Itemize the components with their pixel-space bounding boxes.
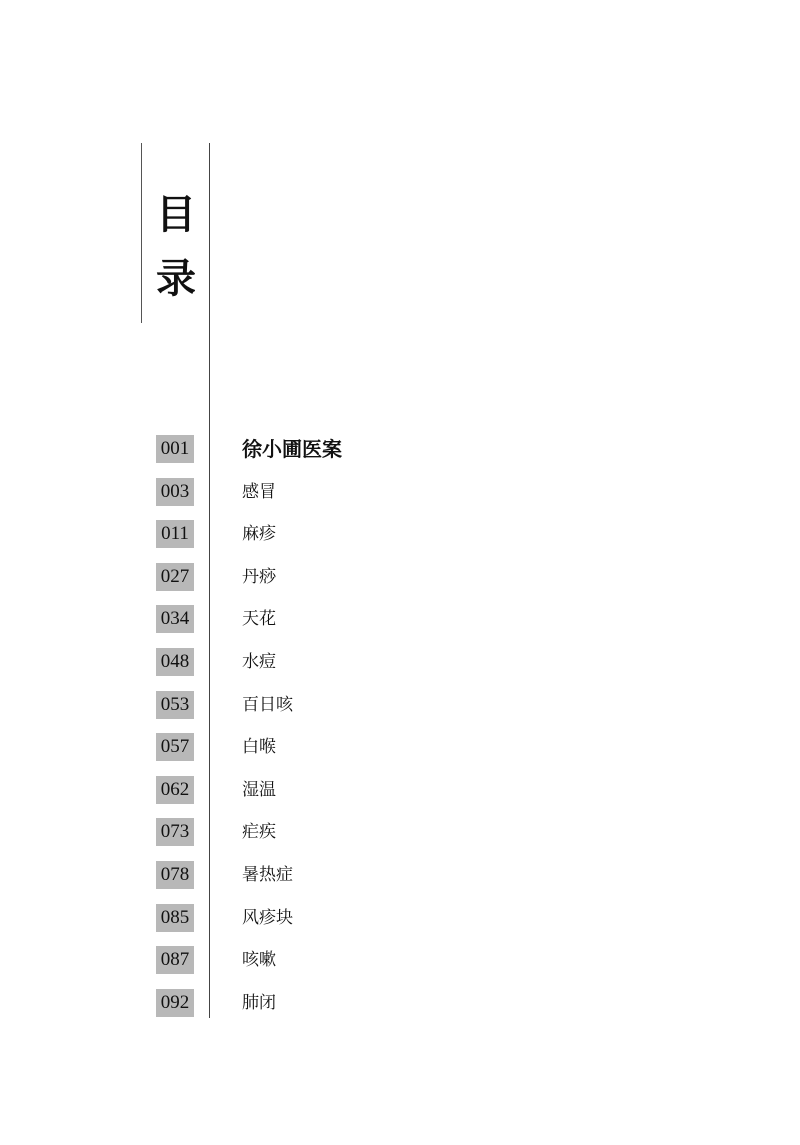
toc-entry-label: 湿温: [242, 779, 276, 800]
page-number-badge: 003: [156, 478, 194, 506]
toc-entry[interactable]: [0, 556, 800, 598]
toc-entry-label: 感冒: [242, 481, 276, 502]
toc-entry[interactable]: [0, 854, 800, 896]
toc-entry-label: 疟疾: [242, 822, 276, 843]
page-number-badge: 092: [156, 989, 194, 1017]
toc-entry-label: 丹痧: [242, 566, 276, 587]
title-char: 目: [156, 191, 196, 238]
toc-entry-label: 百日咳: [242, 694, 293, 715]
toc-entry-label: 白喉: [242, 737, 276, 758]
title-divider: [141, 143, 142, 323]
page-number-badge: 011: [156, 520, 194, 548]
page-number-badge: 053: [156, 691, 194, 719]
toc-entry[interactable]: [0, 641, 800, 683]
toc-entry-label: 肺闭: [242, 992, 276, 1013]
toc-entry[interactable]: [0, 471, 800, 513]
toc-entry[interactable]: [0, 726, 800, 768]
page-number-badge: 078: [156, 861, 194, 889]
toc-entry-label: 风疹块: [242, 907, 293, 928]
toc-entry[interactable]: [0, 811, 800, 853]
page-number-badge: 048: [156, 648, 194, 676]
title-char: 录: [156, 255, 196, 302]
toc-entry-label: 麻疹: [242, 524, 276, 545]
page-number-badge: 085: [156, 904, 194, 932]
page-number-badge: 057: [156, 733, 194, 761]
toc-entry[interactable]: [0, 428, 800, 470]
toc-entry-label: 天花: [242, 609, 276, 630]
page-number-badge: 087: [156, 946, 194, 974]
page-title: [148, 183, 204, 311]
page-number-badge: 073: [156, 818, 194, 846]
page-number-badge: 027: [156, 563, 194, 591]
toc-entry[interactable]: [0, 598, 800, 640]
toc-entry[interactable]: [0, 939, 800, 981]
toc-entry[interactable]: [0, 897, 800, 939]
page-number-badge: 062: [156, 776, 194, 804]
toc-entry-label: 水痘: [242, 652, 276, 672]
toc-entry[interactable]: [0, 513, 800, 555]
toc-entry[interactable]: [0, 684, 800, 726]
toc-entry-label: 咳嗽: [242, 950, 276, 971]
toc-entry[interactable]: [0, 769, 800, 811]
toc-entry-label: 徐小圃医案: [242, 437, 342, 461]
toc-entry-label: 暑热症: [242, 865, 293, 885]
page-number-badge: 034: [156, 605, 194, 633]
toc-entry[interactable]: [0, 982, 800, 1024]
page-number-badge: 001: [156, 435, 194, 463]
